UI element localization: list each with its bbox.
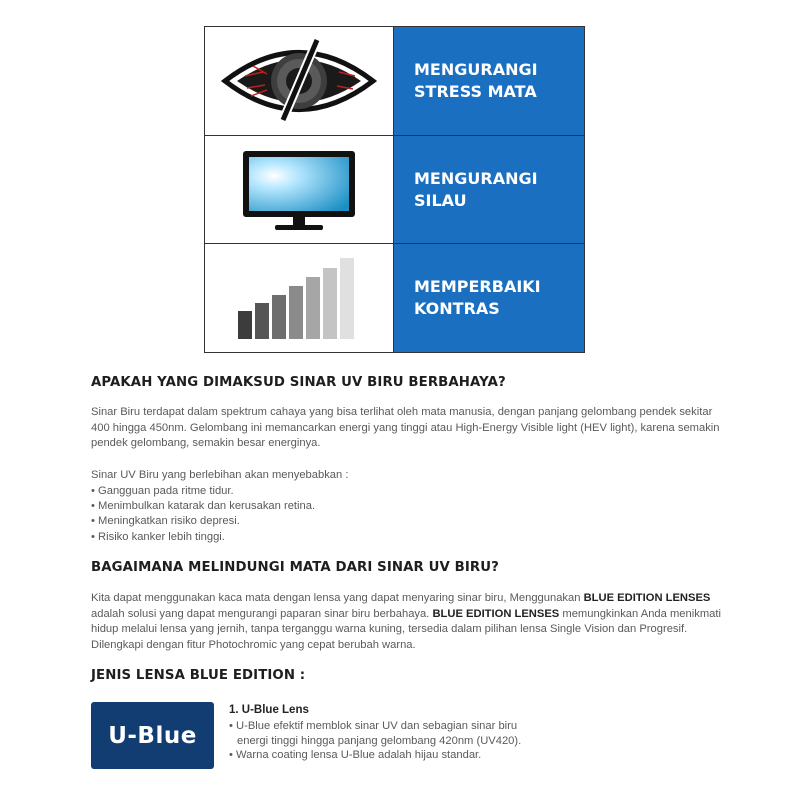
contrast-bars-icon (205, 244, 394, 352)
effects-intro: Sinar UV Biru yang berlebihan akan menyebabkan : (91, 469, 349, 481)
lens-title: 1. U-Blue Lens (229, 704, 309, 716)
benefit-row-glare (205, 135, 584, 244)
benefit-label: MENGURANGI SILAU (394, 136, 584, 244)
section-title-lens-types: JENIS LENSA BLUE EDITION : (91, 668, 306, 683)
effects-list (91, 484, 315, 545)
protection-description: Kita dapat menggunakan kaca mata dengan lensa yang dapat menyaring sinar biru, Menggunakan BLUE EDITION LENSES adalah solusi yang dapat mengurangi paparan sinar biru berbahaya. BLUE EDITION LENSES memungkinkan Anda menikmati hidup melalui lensa yang jernih, tanpa terganggu warna kuning, tersedia dalam pilihan lensa Single Vision dan Progresif. Dilengkapi dengan fitur Photochromic yang cepat berubah warna. (91, 592, 721, 651)
list-item: • Risiko kanker lebih tinggi. (91, 530, 315, 545)
brand-highlight: BLUE EDITION LENSES (432, 607, 560, 620)
benefit-label: MENGURANGI STRESS MATA (394, 27, 584, 135)
benefit-row-eye-stress (205, 27, 584, 135)
section-title-blue-light: APAKAH YANG DIMAKSUD SINAR UV BIRU BERBAHAYA? (91, 375, 506, 390)
benefits-table (204, 26, 585, 353)
list-item: • U-Blue efektif memblok sinar UV dan sebagian sinar biru energi tinggi hingga panjang gelombang 420nm (UV420). (229, 719, 589, 748)
lens-features-list (229, 719, 589, 763)
list-item: • Menimbulkan katarak dan kerusakan retina. (91, 499, 315, 514)
blue-light-description: Sinar Biru terdapat dalam spektrum cahaya yang bisa terlihat oleh mata manusia, dengan panjang gelombang pendek sekitar 400 hingga 450nm. Gelombang ini memancarkan energi yang tinggi atau High-Energy Visible light (HEV light), karena semakin pendek gelombang, semakin besar energinya. (91, 406, 720, 450)
list-item: • Meningkatkan risiko depresi. (91, 514, 315, 529)
u-blue-logo: U-Blue (91, 702, 214, 769)
brand-highlight: BLUE EDITION LENSES (583, 592, 711, 604)
monitor-icon (205, 136, 394, 244)
list-item: • Warna coating lensa U-Blue adalah hijau standar. (229, 748, 589, 763)
crossed-eye-icon (205, 27, 394, 135)
section-title-protection: BAGAIMANA MELINDUNGI MATA DARI SINAR UV BIRU? (91, 560, 499, 575)
benefit-row-contrast (205, 243, 584, 352)
benefit-label: MEMPERBAIKI KONTRAS (394, 244, 584, 352)
list-item: • Gangguan pada ritme tidur. (91, 484, 315, 499)
